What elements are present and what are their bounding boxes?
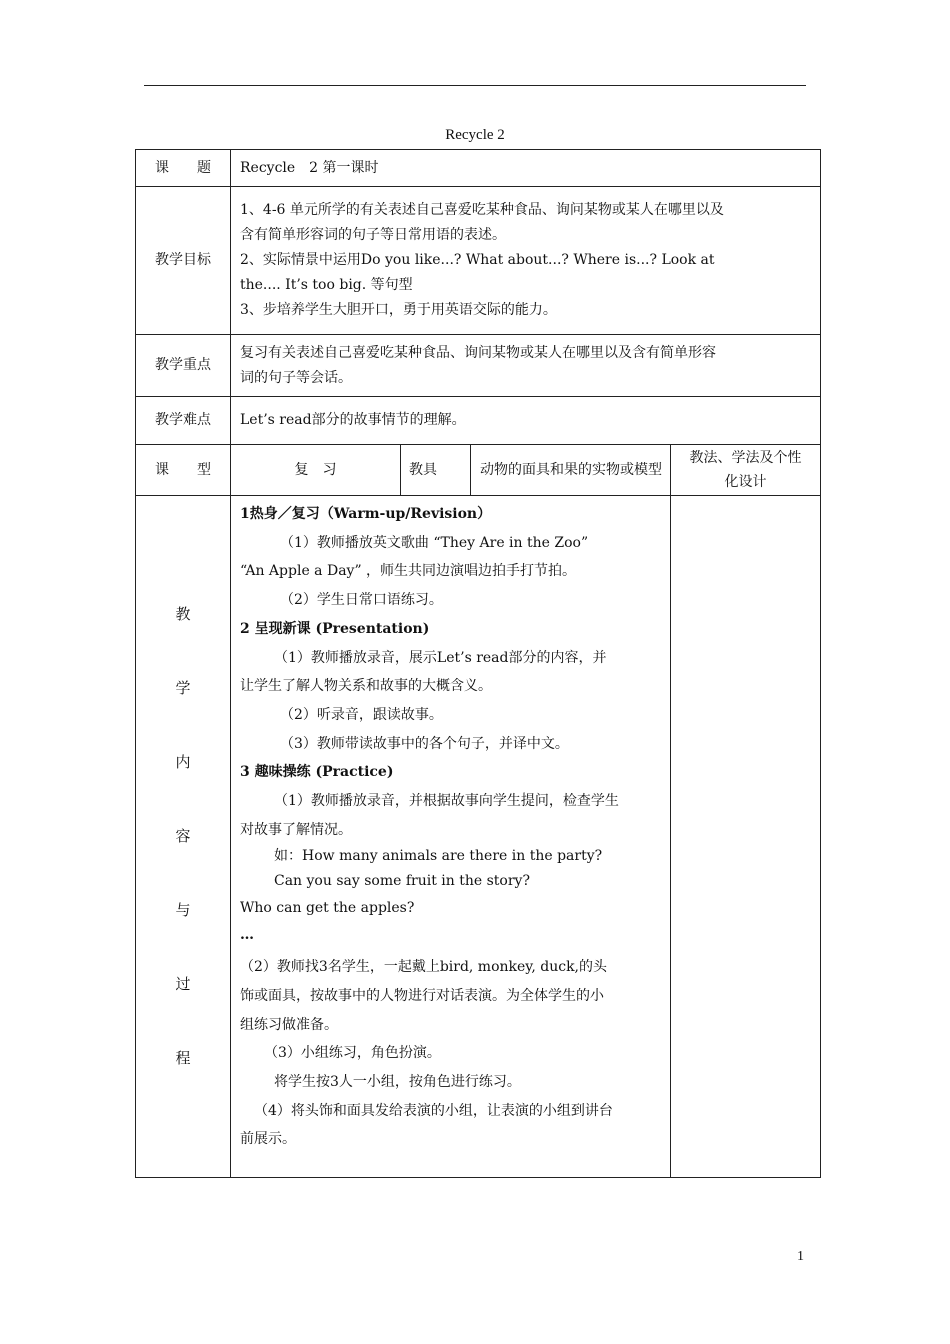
difficulties-row	[136, 397, 821, 445]
key-points-text	[231, 335, 821, 397]
section-heading: 3 趣味操练 (Practice)	[240, 764, 394, 781]
label-char: 教	[175, 605, 191, 623]
content-line: 前展示。	[240, 1131, 296, 1148]
section-heading: 2 呈现新课 (Presentation)	[240, 620, 430, 637]
difficulties-label: 教学难点	[136, 397, 231, 445]
section-heading: 1热身／复习（Warm-up/Revision）	[240, 506, 492, 522]
content-line: 对故事了解情况。	[240, 821, 352, 838]
difficulties-text: Let’s read部分的故事情节的理解。	[231, 397, 821, 445]
teaching-tools-value: 动物的面具和果的实物或模型	[471, 445, 671, 496]
content-line: 组练习做准备。	[240, 1016, 338, 1033]
content-line: “An Apple a Day” ，师生共同边演唱边拍手打节拍。	[240, 563, 577, 580]
content-line: 将学生按3人一小组，按角色进行练习。	[274, 1073, 521, 1090]
objective-line: 3、步培养学生大胆开口，勇于用英语交际的能力。	[240, 302, 557, 318]
objectives-label: 教学目标	[136, 187, 231, 335]
content-line: 让学生了解人物关系和故事的大概含义。	[240, 678, 492, 695]
objective-line: 2、实际情景中运用Do you like...? What about...? Where is...? Look at	[240, 252, 715, 268]
label-char: 内	[175, 753, 191, 771]
key-points-label: 教学重点	[136, 335, 231, 397]
content-line: （2）教师找3名学生，一起戴上bird, monkey, duck,的头	[240, 959, 608, 976]
objectives-row	[136, 187, 821, 335]
key-point-line: 复习有关表述自己喜爱吃某种食品、询问某物或某人在哪里以及含有简单形容	[240, 344, 716, 361]
methods-design-cell	[671, 496, 821, 1178]
lesson-type-value: 复 习	[231, 445, 401, 496]
objectives-text	[231, 187, 821, 335]
key-points-row	[136, 335, 821, 397]
content-line: （2）学生日常口语练习。	[280, 592, 443, 609]
label-char: 过	[175, 975, 191, 993]
lesson-type-label: 课 型	[136, 445, 231, 496]
content-process-label	[136, 496, 231, 1178]
content-line: （1）教师播放英文歌曲 “They Are in the Zoo”	[280, 534, 589, 551]
objective-line: 含有简单形容词的句子等日常用语的表述。	[240, 227, 506, 243]
label-char: 容	[175, 827, 191, 845]
content-line: （3）小组练习，角色扮演。	[264, 1045, 441, 1062]
content-line: 饰或面具，按故事中的人物进行对话表演。为全体学生的小	[240, 987, 604, 1004]
content-line: 如：How many animals are there in the party?	[274, 848, 603, 865]
page-number: 1	[797, 1249, 804, 1264]
ellipsis-line: …	[240, 927, 254, 944]
content-line: Can you say some fruit in the story?	[274, 873, 530, 890]
content-process-text	[231, 496, 671, 1178]
label-char: 学	[175, 679, 191, 697]
objective-line: the.... It’s too big. 等句型	[240, 277, 413, 293]
content-line: Who can get the apples?	[240, 900, 415, 917]
topic-label: 课 题	[136, 150, 231, 187]
content-process-row	[136, 496, 821, 1178]
objective-line: 1、4-6 单元所学的有关表述自己喜爱吃某种食品、询问某物或某人在哪里以及	[240, 202, 724, 218]
content-line: （3）教师带读故事中的各个句子，并译中文。	[280, 735, 569, 752]
key-point-line: 词的句子等会话。	[240, 369, 352, 386]
content-line: （1）教师播放录音，并根据故事向学生提问，检查学生	[274, 793, 619, 810]
label-char: 程	[175, 1049, 191, 1067]
content-line: （4）将头饰和面具发给表演的小组，让表演的小组到讲台	[254, 1102, 613, 1119]
content-line: （2）听录音，跟读故事。	[280, 706, 443, 723]
content-line: （1）教师播放录音，展示Let’s read部分的内容，并	[274, 649, 607, 666]
methods-design-label: 教法、学法及个性化设计	[671, 445, 821, 496]
topic-value: Recycle 2 第一课时	[231, 150, 821, 187]
lesson-plan-table	[135, 149, 821, 1178]
topic-row	[136, 150, 821, 187]
lesson-type-row	[136, 445, 821, 496]
label-char: 与	[175, 901, 191, 919]
teaching-tools-label: 教具	[401, 445, 471, 496]
header-rule	[144, 85, 806, 86]
document-title: Recycle 2	[445, 127, 505, 143]
